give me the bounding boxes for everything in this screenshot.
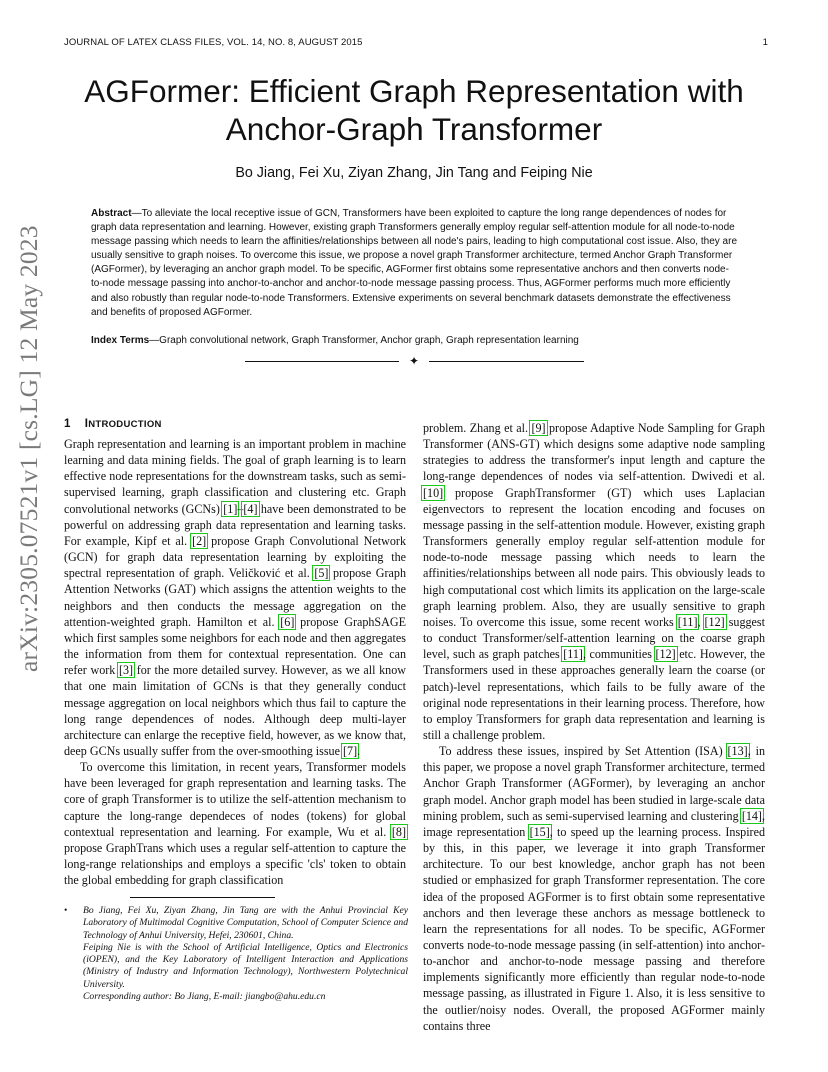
body-text: have been demonstrated to be powerful on addressing graph data representation and learning tasks. For example, Kipf et al. [64, 501, 406, 548]
footnote-affiliation-1: Bo Jiang, Fei Xu, Ziyan Zhang, Jin Tang are with the Anhui Provincial Key Laboratory of Multimodal Cognitive Computation, School of Computer Science and Technology of Anhui University, Hefei, 230601, China. [83, 905, 408, 941]
footnote-bullet: • [64, 905, 68, 916]
abstract-text: —To alleviate the local receptive issue of GCN, Transformers have been exploited to capture the long range dependences of nodes for graph data representation and learning. However, existing graph Transformers generally employ regular self-attention module for all node-to-node message passing which needs to learn the affinities/relationships between all node's pairs, leading to high computational cost issue. Also, they are usually sensitive to graph noises. To overcome this issue, we propose a novel graph Transformer architecture, termed Anchor Graph Transformer (AGFormer), by leveraging an anchor graph model. To be specific, AGFormer first obtains some representative anchors and then converts node-to-node message passing into anchor-to-anchor and anchor-to-node message passing process. Thus, AGFormer performs much more efficiently and also robustly than regular node-to-node Transformers. Extensive experiments on several benchmark datasets demonstrate the effectiveness and benefits of proposed AGFormer. [91, 208, 738, 318]
body-text: . [357, 743, 361, 758]
body-text: To overcome this limitation, in recent years, Transformer models have been leveraged for graph representation and learning tasks. The core of graph Transformer is to utilize the self-attention mechanism to capture the long-range dependeces of nodes (tokens) for global contextual representation and learning. For example, Wu et al. [64, 760, 406, 839]
section-heading [64, 418, 162, 430]
citation-link[interactable]: [14] [741, 808, 762, 823]
citation-link[interactable]: [6] [280, 614, 295, 629]
citation-link[interactable]: [11] [677, 614, 698, 629]
body-text: , [697, 614, 705, 629]
body-text: propose GraphTransformer (GT) which uses Laplacian eigenvectors to represent the location encoding and focuses on message passing in the self-attention module. However, existing graph Transformers generally employ regular self-attention module for node-to-node message passing which needs to learn the affinities/relationships between all node pairs. This obviously leads to high computational cost which limits its application on the large-scale graph learning problem. Also, they are usually sensitive to graph noises. To overcome this issue, some recent works [423, 485, 765, 629]
footnote-rule [130, 897, 275, 898]
paper-title: AGFormer: Efficient Graph Representation with Anchor-Graph Transformer [84, 73, 744, 147]
citation-link[interactable]: [15] [529, 824, 550, 839]
citation-link[interactable]: [9] [531, 421, 546, 435]
body-text: , in this paper, we propose a novel graph Transformer architecture, termed Anchor Graph Transformer (AGFormer), by leveraging an anchor graph model. Anchor graph model has been studied in large-scale data mining problem, such as semi-supervised learning and clustering [423, 744, 765, 823]
citation-link[interactable]: [10] [423, 485, 444, 500]
body-text: etc. However, the Transformers used in these approaches generally learn the coarse (or patch)-level representations, which fails to be fully aware of the original node representations in their learning process. Therefore, how to employ Transformers for graph data representation and learning is still a challenge problem. [423, 647, 766, 742]
body-text: propose Graph Attention Networks (GAT) which assigns the attention weights to the neighbors and then conducts the message aggregation on the attention-weighted graph. Hamilton et al. [64, 566, 406, 629]
abstract [91, 207, 739, 320]
citation-link[interactable]: [7] [343, 743, 358, 758]
body-text: , image representation [423, 808, 765, 839]
author-footnote [64, 905, 408, 1003]
left-column [64, 436, 406, 888]
divider-diamond-icon: ✦ [408, 354, 420, 368]
intro-paragraph-2 [64, 759, 406, 888]
body-text: , communities [582, 647, 656, 662]
section-first-letter: I [84, 418, 89, 430]
body-text: To address these issues, inspired by Set Attention (ISA) [439, 744, 728, 759]
citation-link[interactable]: [2] [192, 533, 207, 548]
footnote-affiliation-2: Feiping Nie is with the School of Artificial Intelligence, Optics and Electronics (iOPEN), and the Key Laboratory of Intelligent Interaction and Applications (Ministry of Industry and Information Technology), Northwestern Polytechnical University. [83, 941, 408, 990]
body-text: propose GraphSAGE which first samples some neighbors for each node and then aggregates the information from them for contextual representation. One can refer work [64, 614, 407, 678]
intro-paragraph-4 [423, 743, 765, 1034]
body-text: – [237, 501, 244, 516]
index-terms-label: Index Terms [91, 335, 150, 346]
author-list: Bo Jiang, Fei Xu, Ziyan Zhang, Jin Tang and Feiping Nie [235, 165, 593, 181]
body-text: propose Adaptive Node Sampling for Graph Transformer (ANS-GT) which designs some adaptive node sampling strategies to address the transformer's input length and capture the long-range dependences of nodes via self-attention. Dwivedi et al. [423, 421, 766, 484]
citation-link[interactable]: [12] [655, 647, 676, 662]
citation-link[interactable]: [1] [223, 501, 238, 516]
index-terms-text: —Graph convolutional network, Graph Transformer, Anchor graph, Graph representation learning [149, 335, 579, 346]
citation-link[interactable]: [5] [314, 566, 329, 581]
section-divider [245, 355, 584, 367]
footnote-corresponding-author: Corresponding author: Bo Jiang, E-mail: jiangbo@ahu.edu.cn [83, 991, 326, 1003]
page-number: 1 [762, 37, 768, 48]
arxiv-side-stamp: arXiv:2305.07521v1 [cs.LG] 12 May 2023 [14, 225, 43, 672]
right-column [423, 420, 765, 1034]
journal-line: JOURNAL OF LATEX CLASS FILES, VOL. 14, NO. 8, AUGUST 2015 [64, 37, 363, 48]
intro-paragraph-3 [423, 420, 765, 743]
section-number: 1 [64, 418, 71, 430]
divider-line-right [429, 361, 584, 362]
index-terms [91, 334, 739, 348]
citation-link[interactable]: [13] [727, 744, 748, 759]
citation-link[interactable]: [8] [391, 824, 406, 839]
divider-line-left [245, 361, 399, 362]
running-header [64, 37, 768, 48]
body-text: propose GraphTrans which uses a regular self-attention to capture the long-range relationships and employs a specific 'cls' token to obtain the global embedding for graph classification [64, 840, 406, 888]
intro-paragraph-1 [64, 436, 406, 759]
citation-link[interactable]: [4] [243, 501, 258, 516]
abstract-label: Abstract [91, 208, 132, 219]
body-text: suggest to conduct Transformer/self-attention learning on the coarse graph level, such as graph patches [423, 614, 765, 662]
section-title-rest: NTRODUCTION [88, 419, 162, 430]
citation-link[interactable]: [12] [704, 614, 725, 629]
citation-link[interactable]: [11] [563, 647, 583, 662]
citation-link[interactable]: [3] [118, 663, 134, 678]
body-text: propose Graph Convolutional Network (GCN) for graph data representation learning by exploiting the spectral representation of graph. Veličković et al. [64, 533, 406, 581]
body-text: problem. Zhang et al. [423, 421, 532, 435]
body-text: , to speed up the learning process. Inspired by this, in this paper, we leverage it into graph Transformer architecture. To our best knowledge, anchor graph has not been studied or emphasized for graph Transformer representation. The core idea of the proposed AGFormer is to first obtain some representative anchors and then leverage these anchors as message bottleneck to learn the representations for all nodes. To be specific, AGFormer converts node-to-node message passing (in self-attention) into anchor-to-anchor and anchor-to-node message passing and therefore implements significantly more efficiently than regular node-to-node message passing, as illustrated in Figure 1. Also, it is less sensitive to the outlier/noisy nodes. Overall, the proposed AGFormer mainly contains three [423, 824, 765, 1033]
body-text: Graph representation and learning is an important problem in machine learning and data mining fields. The goal of graph learning is to learn effective node representations for the downstream tasks, such as semi-supervised learning, graph classification and clustering etc. Graph convolutional networks (GCNs) [64, 437, 406, 516]
body-text: for the more detailed survey. However, as we all know that one main limitation of GCNs is that they generally conduct message aggregation on local neighbors which thus fail to capture the long range dependences of nodes. Although deep multi-layer architecture can enlarge the receptive field, however, as we know that, deep GCNs usually suffer from the over-smoothing issue [64, 663, 406, 758]
